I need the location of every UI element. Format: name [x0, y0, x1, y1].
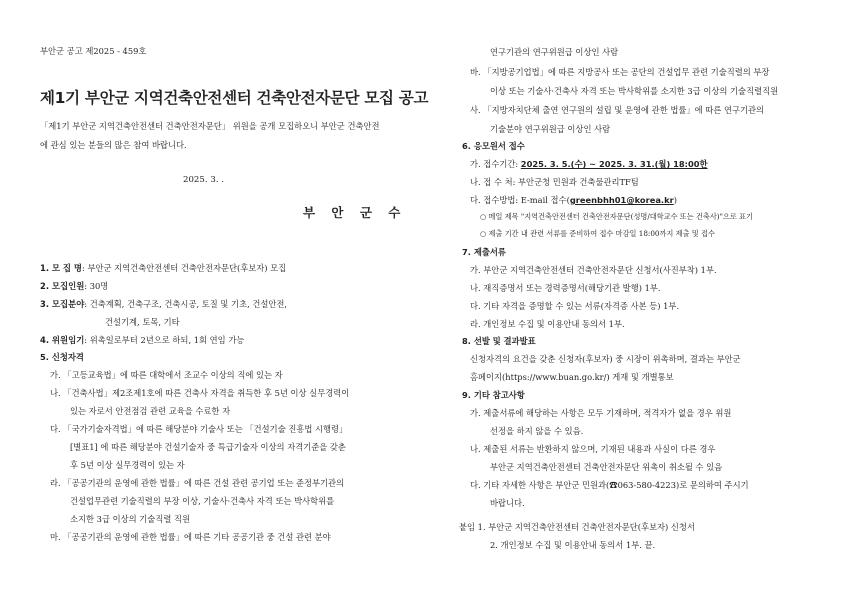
- note-c-cont: 바랍니다.: [490, 498, 525, 508]
- eligibility-b-cont: 있는 자로서 안전점검 관련 교육을 수료한 자: [70, 406, 231, 416]
- attachment-1: 붙임 1. 부안군 지역건축안전센터 건축안전자문단(후보자) 신청서: [459, 522, 695, 532]
- eligibility-d-cont2: 소지한 3급 이상의 기술직렬 직원: [70, 514, 191, 524]
- note-a: 가. 제출서류에 해당하는 사항은 모두 기재하며, 적격자가 없을 경우 위원: [470, 408, 732, 418]
- section-documents: 7. 제출서류: [462, 247, 506, 257]
- eligibility-d-cont1: 건설업무관련 기술직렬의 부장 이상, 기술사·건축사 자격 또는 박사학위를: [70, 496, 335, 506]
- issuer-name: 부 안 군 수: [303, 205, 407, 220]
- item-recruit-name: 1. 모 집 명: 부안군 지역건축안전센터 건축안전자문단(후보자) 모집: [40, 263, 287, 273]
- item-recruit-count: 2. 모집인원: 30명: [40, 281, 109, 291]
- section-selection: 8. 선발 및 결과발표: [462, 336, 536, 346]
- document-b: 나. 재직증명서 또는 경력증명서(해당기관 발행) 1부.: [470, 283, 661, 293]
- eligibility-c-cont2: 후 5년 이상 실무경력이 있는 자: [70, 460, 185, 470]
- application-note-deadline: ○ 제출 기간 내 관련 서류를 준비하여 접수 마감일 18:00까지 제출 및 접수: [480, 229, 715, 238]
- eligibility-b: 나. 「건축사법」제2조제1호에 따른 건축사 자격을 취득한 후 5년 이상 실무경력이: [50, 388, 350, 398]
- note-b-cont: 부안군 지역건축안전센터 건축안전자문단 위촉이 취소될 수 있음: [490, 462, 723, 472]
- note-c: 다. 기타 자세한 사항은 부안군 민원과(☎063-580-4223)로 문의하여 주시기: [470, 480, 749, 490]
- eligibility-f: 바. 「지방공기업법」에 따른 지방공사 또는 공단의 건설업무 관련 기술직렬의 부장: [470, 67, 770, 77]
- application-period: 가. 접수기간: 2025. 3. 5.(수) ~ 2025. 3. 31.(월) 18:00한: [470, 159, 708, 169]
- eligibility-e-cont: 연구기관의 연구위원급 이상인 사람: [490, 47, 619, 57]
- eligibility-d: 라. 「공공기관의 운영에 관한 법률」에 따른 건설 관련 공기업 또는 준정부기관의: [50, 478, 345, 488]
- eligibility-g: 사. 「지방자치단체 출연 연구원의 설립 및 운영에 관한 법률」에 따른 연구기관의: [470, 105, 765, 115]
- section-notes: 9. 기타 참고사항: [462, 390, 525, 400]
- intro-paragraph: 「제1기 부안군 지역건축안전센터 건축안전자문단」 위원을 공개 모집하오니 부안군 건축안전에 관심 있는 분들의 많은 참여 바랍니다.: [40, 121, 380, 150]
- application-place: 나. 접 수 처: 부안군청 민원과 건축물관리TF팀: [470, 177, 639, 187]
- page-title: 제1기 부안군 지역건축안전센터 건축안전자문단 모집 공고: [40, 89, 429, 107]
- section-eligibility: 5. 신청자격: [40, 352, 84, 362]
- eligibility-a: 가. 「고등교육법」에 따른 대학에서 조교수 이상의 직에 있는 자: [50, 370, 283, 380]
- selection-text-cont: 홈페이지(https://www.buan.go.kr/) 게재 및 개별통보: [470, 372, 674, 382]
- attachment-2: 2. 개인정보 수집 및 이용안내 동의서 1부. 끝.: [490, 540, 656, 550]
- document-d: 라. 개인정보 수집 및 이용안내 동의서 1부.: [470, 319, 625, 329]
- eligibility-f-cont: 이상 또는 기술사·건축사 자격 또는 박사학위를 소지한 3급 이상의 기술직렬직원: [490, 86, 779, 96]
- eligibility-g-cont: 기술분야 연구위원급 이상인 사람: [490, 124, 611, 134]
- item-recruit-field-cont: 건설기계, 토목, 기타: [105, 317, 180, 327]
- note-b: 나. 제출된 서류는 반환하지 않으며, 기재된 내용과 사실이 다른 경우: [470, 444, 716, 454]
- section-application: 6. 응모원서 접수: [462, 141, 525, 151]
- application-method: 다. 접수방법: E-mail 접수(greenbhh01@korea.kr): [470, 195, 677, 205]
- notice-date: 2025. 3. .: [183, 175, 224, 185]
- document-c: 다. 기타 자격을 증명할 수 있는 서류(자격증 사본 등) 1부.: [470, 301, 680, 311]
- selection-text: 신청자격의 요건을 갖춘 신청자(후보자) 중 시장이 위촉하며, 결과는 부안군: [470, 354, 741, 364]
- eligibility-e: 마. 「공공기관의 운영에 관한 법률」에 따른 기타 공공기관 중 건설 관련 분야: [50, 532, 331, 542]
- eligibility-c-cont1: [별표1] 에 따른 해당분야 건설기술자 중 특급기술자 이상의 자격기준을 갖춘: [70, 442, 346, 452]
- note-a-cont: 선정을 하지 않을 수 있음.: [490, 426, 584, 436]
- document-a: 가. 부안군 지역건축안전센터 건축안전자문단 신청서(사진부착) 1부.: [470, 265, 717, 275]
- item-term: 4. 위원임기: 위촉일로부터 2년으로 하되, 1회 연임 가능: [40, 335, 245, 345]
- notice-number: 부안군 공고 제2025 - 459호: [40, 46, 147, 56]
- application-note-subject: ○ 메일 제목 "지역건축안전센터 건축안전자문단(성명/대학교수 또는 건축사)"으로 표기: [480, 212, 753, 221]
- item-recruit-field: 3. 모집분야: 건축계획, 건축구조, 건축시공, 토질 및 기초, 건설안전,: [40, 299, 288, 309]
- eligibility-c: 다. 「국가기술자격법」에 따른 해당분야 기술사 또는 「건설기술 진흥법 시행령」: [50, 424, 348, 434]
